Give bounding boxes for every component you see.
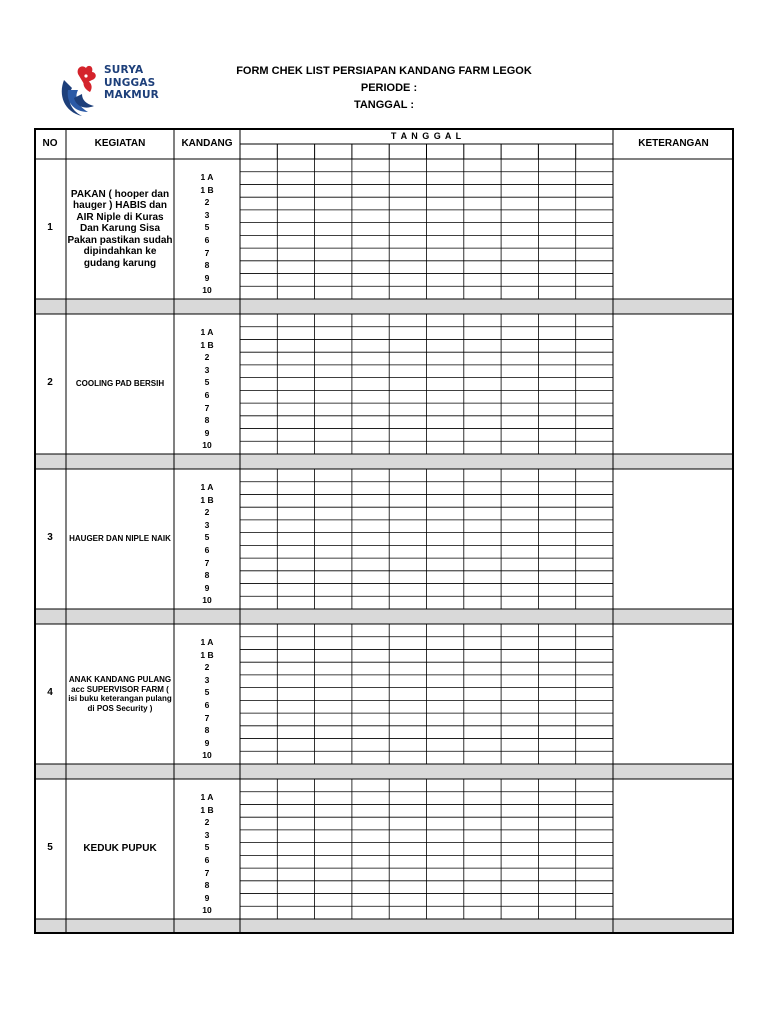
kandang-list <box>174 326 240 452</box>
separator-row <box>34 454 734 469</box>
kegiatan-description: KEDUK PUPUK <box>83 843 157 855</box>
row-number: 3 <box>47 532 53 543</box>
kandang-label: 1 B <box>200 649 214 660</box>
kandang-label: 9 <box>204 892 210 903</box>
logo-line-2: UNGGAS <box>104 76 156 89</box>
kandang-label: 3 <box>204 209 210 220</box>
kandang-label: 1 A <box>200 792 214 802</box>
kandang-label: 10 <box>202 905 212 916</box>
header-keterangan: KETERANGAN <box>638 138 709 149</box>
checklist-table <box>34 128 734 934</box>
kandang-label: 7 <box>204 557 210 568</box>
kandang-label: 3 <box>204 829 210 840</box>
kandang-label: 9 <box>204 272 210 283</box>
kandang-label: 2 <box>204 507 210 518</box>
kegiatan-description: COOLING PAD BERSIH <box>75 379 165 389</box>
header-no: NO <box>42 138 58 149</box>
kandang-label: 6 <box>204 544 210 555</box>
kandang-label: 1 A <box>200 327 214 337</box>
kandang-label: 2 <box>204 197 210 208</box>
kandang-label: 1 A <box>200 482 214 492</box>
kandang-label: 2 <box>204 817 210 828</box>
row-number: 5 <box>47 842 53 853</box>
separator-row <box>34 299 734 314</box>
kandang-label: 1 A <box>200 637 214 647</box>
kandang-label: 9 <box>204 427 210 438</box>
separator-row <box>34 919 734 934</box>
kandang-label: 1 B <box>200 184 214 195</box>
kandang-label: 10 <box>202 285 212 296</box>
row-number: 2 <box>47 377 53 388</box>
form-title: FORM CHEK LIST PERSIAPAN KANDANG FARM LEGOK <box>236 65 532 77</box>
kandang-label: 8 <box>204 880 210 891</box>
kandang-list <box>174 171 240 297</box>
kandang-label: 9 <box>204 582 210 593</box>
kandang-label: 5 <box>204 377 210 388</box>
kandang-label: 8 <box>204 570 210 581</box>
separator-row <box>34 609 734 624</box>
kandang-label: 6 <box>204 699 210 710</box>
logo-line-3: MAKMUR <box>104 89 159 101</box>
kandang-list <box>174 791 240 917</box>
kandang-label: 1 A <box>200 172 214 182</box>
kandang-label: 5 <box>204 222 210 233</box>
kandang-label: 5 <box>204 532 210 543</box>
tanggal-label: TANGGAL : <box>353 99 415 111</box>
kandang-list <box>174 481 240 607</box>
header-tanggal: T A N G G A L <box>390 131 463 141</box>
kandang-label: 5 <box>204 842 210 853</box>
logo-line-1: SURYA <box>104 64 144 76</box>
kandang-label: 6 <box>204 234 210 245</box>
kandang-label: 1 B <box>200 494 214 505</box>
kandang-label: 2 <box>204 352 210 363</box>
kandang-label: 1 B <box>200 804 214 815</box>
kandang-label: 7 <box>204 402 210 413</box>
kandang-label: 10 <box>202 750 212 761</box>
kegiatan-description: ANAK KANDANG PULANG acc SUPERVISOR FARM ( isi buku keterangan pulang di POS Security ) <box>68 675 172 713</box>
kandang-label: 6 <box>204 854 210 865</box>
kandang-label: 3 <box>204 674 210 685</box>
kandang-label: 7 <box>204 867 210 878</box>
kandang-label: 10 <box>202 595 212 606</box>
kegiatan-description: PAKAN ( hooper dan hauger ) HABIS dan AIR Niple di Kuras Dan Karung Sisa Pakan pastikan sudah dipindahkan ke gudang karung <box>67 188 173 269</box>
kandang-list <box>174 636 240 762</box>
kandang-label: 5 <box>204 687 210 698</box>
kegiatan-description: HAUGER DAN NIPLE NAIK <box>69 534 171 544</box>
kandang-label: 8 <box>204 260 210 271</box>
kandang-label: 10 <box>202 440 212 451</box>
kandang-label: 2 <box>204 662 210 673</box>
kandang-label: 1 B <box>200 339 214 350</box>
kandang-label: 9 <box>204 737 210 748</box>
header-kandang: KANDANG <box>181 138 233 149</box>
kandang-label: 3 <box>204 364 210 375</box>
kandang-label: 6 <box>204 389 210 400</box>
row-number: 1 <box>47 222 53 233</box>
kandang-label: 7 <box>204 712 210 723</box>
kandang-label: 8 <box>204 415 210 426</box>
separator-row <box>34 764 734 779</box>
row-number: 4 <box>47 687 53 698</box>
header-kegiatan: KEGIATAN <box>94 138 146 149</box>
kandang-label: 8 <box>204 725 210 736</box>
periode-label: PERIODE : <box>360 82 418 94</box>
kandang-label: 7 <box>204 247 210 258</box>
kandang-label: 3 <box>204 519 210 530</box>
